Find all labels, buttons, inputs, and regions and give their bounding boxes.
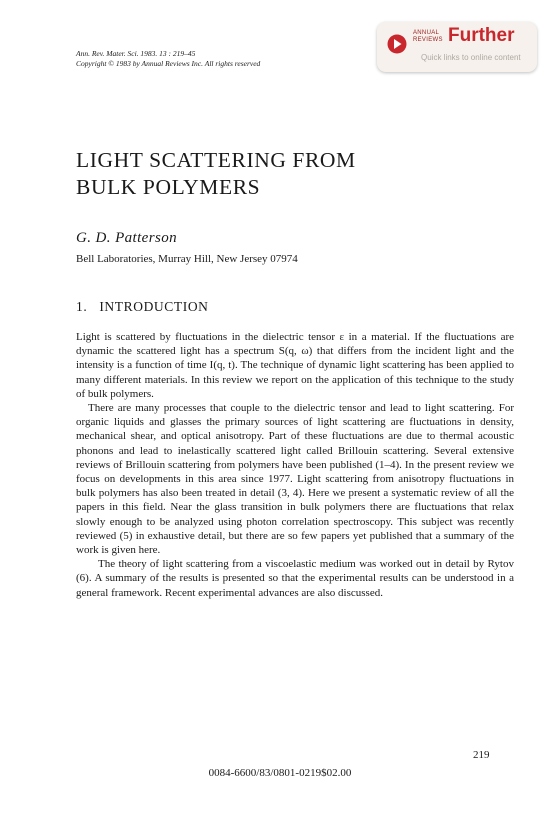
further-tagline: Quick links to online content (421, 53, 521, 62)
annual-reviews-further-link[interactable] (377, 22, 537, 72)
title-line-1: LIGHT SCATTERING FROM (76, 148, 356, 172)
paragraph: The theory of light scattering from a viscoelastic medium was worked out in detail by Rytov (6). A summary of the results is presented so that the experimental results can be understood in a general framework. Recent experimental advances are also discussed. (76, 558, 514, 599)
further-label: Further (448, 25, 515, 46)
paragraph: There are many processes that couple to the dielectric tensor and lead to light scattering. For organic liquids and glasses the primary sources of light scattering are fluctuations in density, mechanical shear, and optical anisotropy. Part of these fluctuations are due to thermal acoustic phonons and lead to inelastically scattered light called Brillouin scattering. Several extensive reviews of Brillouin scattering from polymers have been published (1–4). In the present review we focus on developments in this area since 1977. Light scattering from anisotropy fluctuations in bulk polymers has also been treated in detail (3, 4). Here we present a systematic review of all the papers in this field. Near the glass transition in bulk polymers there are fluctuations that relax slowly enough to be analyzed using photon correlation spectroscopy. This subject was recently reviewed (5) in exhaustive detail, but there are so few papers yet published that a summary of the work is given here. (76, 402, 514, 557)
article-code: 0084-6600/83/0801-0219$02.00 (208, 767, 352, 779)
author-affiliation: Bell Laboratories, Murray Hill, New Jersey 07974 (76, 253, 298, 265)
annual-reviews-wordmark (413, 30, 443, 44)
title-line-2: BULK POLYMERS (76, 175, 261, 199)
annual-label: ANNUAL (413, 30, 440, 36)
journal-citation (76, 49, 260, 69)
paragraph: Light is scattered by fluctuations in the dielectric tensor ε in a material. If the fluctuations are dynamic the scattered light has a spectrum S(q, ω) that differs from the incident light and the intensity is a function of time I(q, t). The technique of dynamic light scattering has been applied to many different materials. In this review we report on the application of this technique to the study of bulk polymers. (76, 331, 514, 400)
author-name: G. D. Patterson (76, 230, 177, 246)
body-text (76, 330, 514, 600)
citation-line-1: Ann. Rev. Mater. Sci. 1983. 13 : 219–45 (76, 49, 196, 58)
citation-line-2: Copyright © 1983 by Annual Reviews Inc. All rights reserved (76, 59, 261, 68)
page-number: 219 (473, 749, 490, 761)
section-number: 1. (76, 299, 88, 314)
annual-reviews-logo-icon (387, 34, 407, 54)
article-title (76, 147, 356, 201)
section-heading (76, 299, 209, 315)
section-title: INTRODUCTION (99, 299, 209, 314)
reviews-label: REVIEWS (413, 37, 443, 43)
